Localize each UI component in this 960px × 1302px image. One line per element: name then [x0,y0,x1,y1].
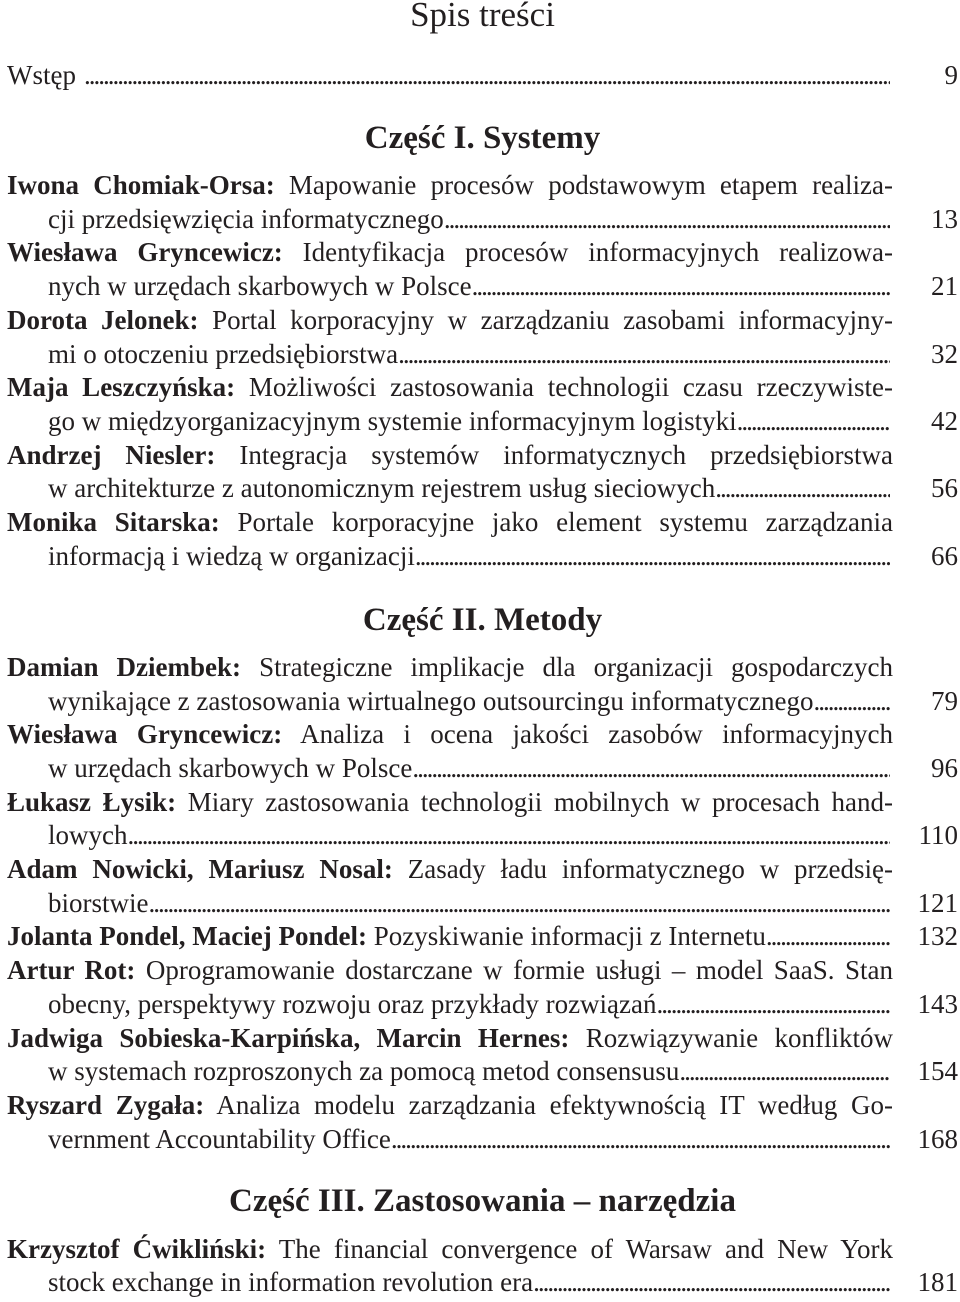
entry-first-line [7,371,893,405]
entry-second-line [7,1266,958,1300]
entry-title-continued: informacją i wiedzą w organizacji [48,540,415,571]
toc-entry [7,1022,958,1089]
entry-first-line [7,1233,893,1267]
entry-title: Portale korporacyjne jako element systemu zarządzania [237,506,893,537]
dot-leader [472,270,890,304]
entry-list [7,169,958,573]
dot-leader [398,338,890,372]
dot-leader [814,685,891,719]
dot-leader [412,752,890,786]
toc-entry [7,651,958,718]
toc-entry-intro [7,59,958,93]
entry-authors: Dorota Jelonek: [7,304,199,335]
toc-entry [7,506,958,573]
part-heading: Część I. Systemy [364,119,601,156]
entry-authors: Łukasz Łysik: [7,786,177,817]
entry-second-line [7,819,958,853]
entry-authors: Iwona Chomiak-Orsa: [7,170,275,201]
entry-single-line [7,920,958,954]
entry-second-line [7,1123,958,1157]
entry-first-line [7,718,893,752]
entry-title: Oprogramowanie dostarczane w formie usługi – model SaaS. Stan [145,955,894,986]
entry-authors: Wiesława Gryncewicz: [7,237,283,268]
entry-authors: Ryszard Zygała: [7,1089,205,1120]
entry-title-continued: w architekturze z autonomicznym rejestrem usług sieciowych [48,473,716,504]
toc-entry [7,1233,958,1300]
page-number: 121 [917,887,958,918]
entry-title-continued: wynikające z zastosowania wirtualnego outsourcingu informatycznego [48,685,814,716]
entry-first-line [7,236,893,270]
page-number: 13 [931,203,958,234]
entry-second-line [7,685,958,719]
dot-leader [391,1123,890,1157]
entry-first-line [7,1089,893,1123]
entry-authors: Andrzej Niesler: [7,439,216,470]
toc-entry [7,954,958,1021]
entry-title: Identyfikacja procesów informacyjnych realizowa- [302,237,894,268]
dot-leader [657,988,890,1022]
page-number: 32 [931,338,958,369]
page-number: 66 [931,540,958,571]
entry-first-line [7,853,893,887]
dot-leader [533,1266,890,1300]
entry-list [7,651,958,1156]
entry-title: Analiza i ocena jakości zasobów informacyjnych [300,719,894,750]
entry-title-continued: lowych [48,820,128,851]
page-number: 181 [917,1267,958,1298]
entry-title: Integracja systemów informatycznych przedsiębiorstwa [239,439,894,470]
entry-title-continued: w urzędach skarbowych w Polsce [48,753,413,783]
toc-entry [7,1089,958,1156]
entry-second-line [7,752,958,786]
entry-authors: Jadwiga Sobieska-Karpińska, Marcin Hernes: [7,1022,570,1053]
part-1-section [7,118,958,573]
entry-title: Pozyskiwanie informacji z Internetu [373,921,766,952]
toc-entry [7,169,958,236]
entry-second-line [7,338,958,372]
entry-first-line [7,506,893,540]
entry-first-line [7,1022,893,1056]
part-3-section [7,1181,958,1301]
dot-leader [415,540,890,574]
page-number: 56 [931,473,958,504]
dot-leader [84,59,890,93]
entry-title: Wstęp [7,60,76,91]
entry-title-continued: vernment Accountability Office [48,1123,391,1154]
toc-entry [7,236,958,303]
dot-leader [444,203,890,237]
page-title: Spis treści [410,0,555,34]
page-number: 154 [917,1056,958,1087]
entry-authors: Damian Dziembek: [7,651,242,682]
entry-title-continued: go w międzyorganizacyjnym systemie informacyjnym logistyki [48,405,737,436]
toc-entry [7,853,958,920]
entry-first-line [7,304,893,338]
page-number: 96 [931,753,958,783]
page-number: 168 [917,1123,958,1154]
toc-entry [7,439,958,506]
entry-list [7,1233,958,1300]
entry-title: Miary zastosowania technologii mobilnych w procesach hand- [187,786,893,817]
entry-first-line [7,954,893,988]
entry-title: Możliwości zastosowania technologii czasu rzeczywiste- [248,372,894,403]
entry-first-line [7,651,893,685]
entry-authors: Monika Sitarska: [7,506,220,537]
entry-title: Portal korporacyjny w zarządzaniu zasobami informacyjny- [212,304,894,335]
entry-title: Strategiczne implikacje dla organizacji gospodarczych [259,651,893,682]
entry-second-line [7,1055,958,1089]
toc-entry [7,371,958,438]
dot-leader [149,887,891,921]
entry-second-line [7,540,958,574]
dot-leader [679,1055,890,1089]
entry-authors: Maja Leszczyńska: [7,372,236,403]
entry-title: Mapowanie procesów podstawowym etapem realiza- [288,170,893,201]
toc-entry [7,718,958,785]
dot-leader [127,819,890,853]
entry-title-continued: w systemach rozproszonych za pomocą metod consensusu [48,1056,680,1087]
dot-leader [715,472,890,506]
dot-leader [766,920,890,954]
part-heading: Część III. Zastosowania – narzędzia [229,1182,736,1219]
page-number: 42 [931,405,958,436]
entry-title: Zasady ładu informatycznego w przedsię- [407,854,894,885]
part-heading: Część II. Metody [362,601,603,638]
entry-title-continued: biorstwie [48,887,149,918]
entry-second-line [7,203,958,237]
entry-authors: Jolanta Pondel, Maciej Pondel: [7,921,367,952]
entry-authors: Krzysztof Ćwikliński: [7,1233,267,1264]
toc-entry [7,786,958,853]
entry-first-line [7,169,893,203]
entry-title-continued: nych w urzędach skarbowych w Polsce [48,271,472,302]
entry-second-line [7,988,958,1022]
entry-second-line [7,887,958,921]
page-number: 132 [917,921,958,952]
page-number: 9 [944,60,958,91]
entry-second-line [7,405,958,439]
entry-title: Analiza modelu zarządzania efektywnością IT według Go- [216,1089,894,1120]
entry-title-continued: cji przedsięwzięcia informatycznego [48,203,444,234]
entry-second-line [7,270,958,304]
entry-first-line [7,786,893,820]
entry-title: Rozwiązywanie konfliktów [585,1022,893,1053]
page-number: 21 [931,271,958,302]
toc-entry [7,920,958,954]
page-number: 143 [917,988,958,1019]
entry-title-continued: stock exchange in information revolution era [48,1267,534,1298]
entry-title-continued: obecny, perspektywy rozwoju oraz przykłady rozwiązań [48,988,657,1019]
toc-entry [7,304,958,371]
dot-leader [737,405,890,439]
entry-heading [7,920,766,954]
entry-second-line [7,472,958,506]
entry-authors: Artur Rot: [7,955,136,986]
entry-title: The financial convergence of Warsaw and New York [278,1233,894,1264]
part-2-section [7,600,958,1156]
entry-authors: Adam Nowicki, Mariusz Nosal: [7,854,393,885]
page-number: 79 [931,685,958,716]
page-number: 110 [918,820,958,851]
entry-title-continued: mi o otoczeniu przedsiębiorstwa [48,338,399,369]
entry-authors: Wiesława Gryncewicz: [7,719,283,750]
entry-first-line [7,439,893,473]
